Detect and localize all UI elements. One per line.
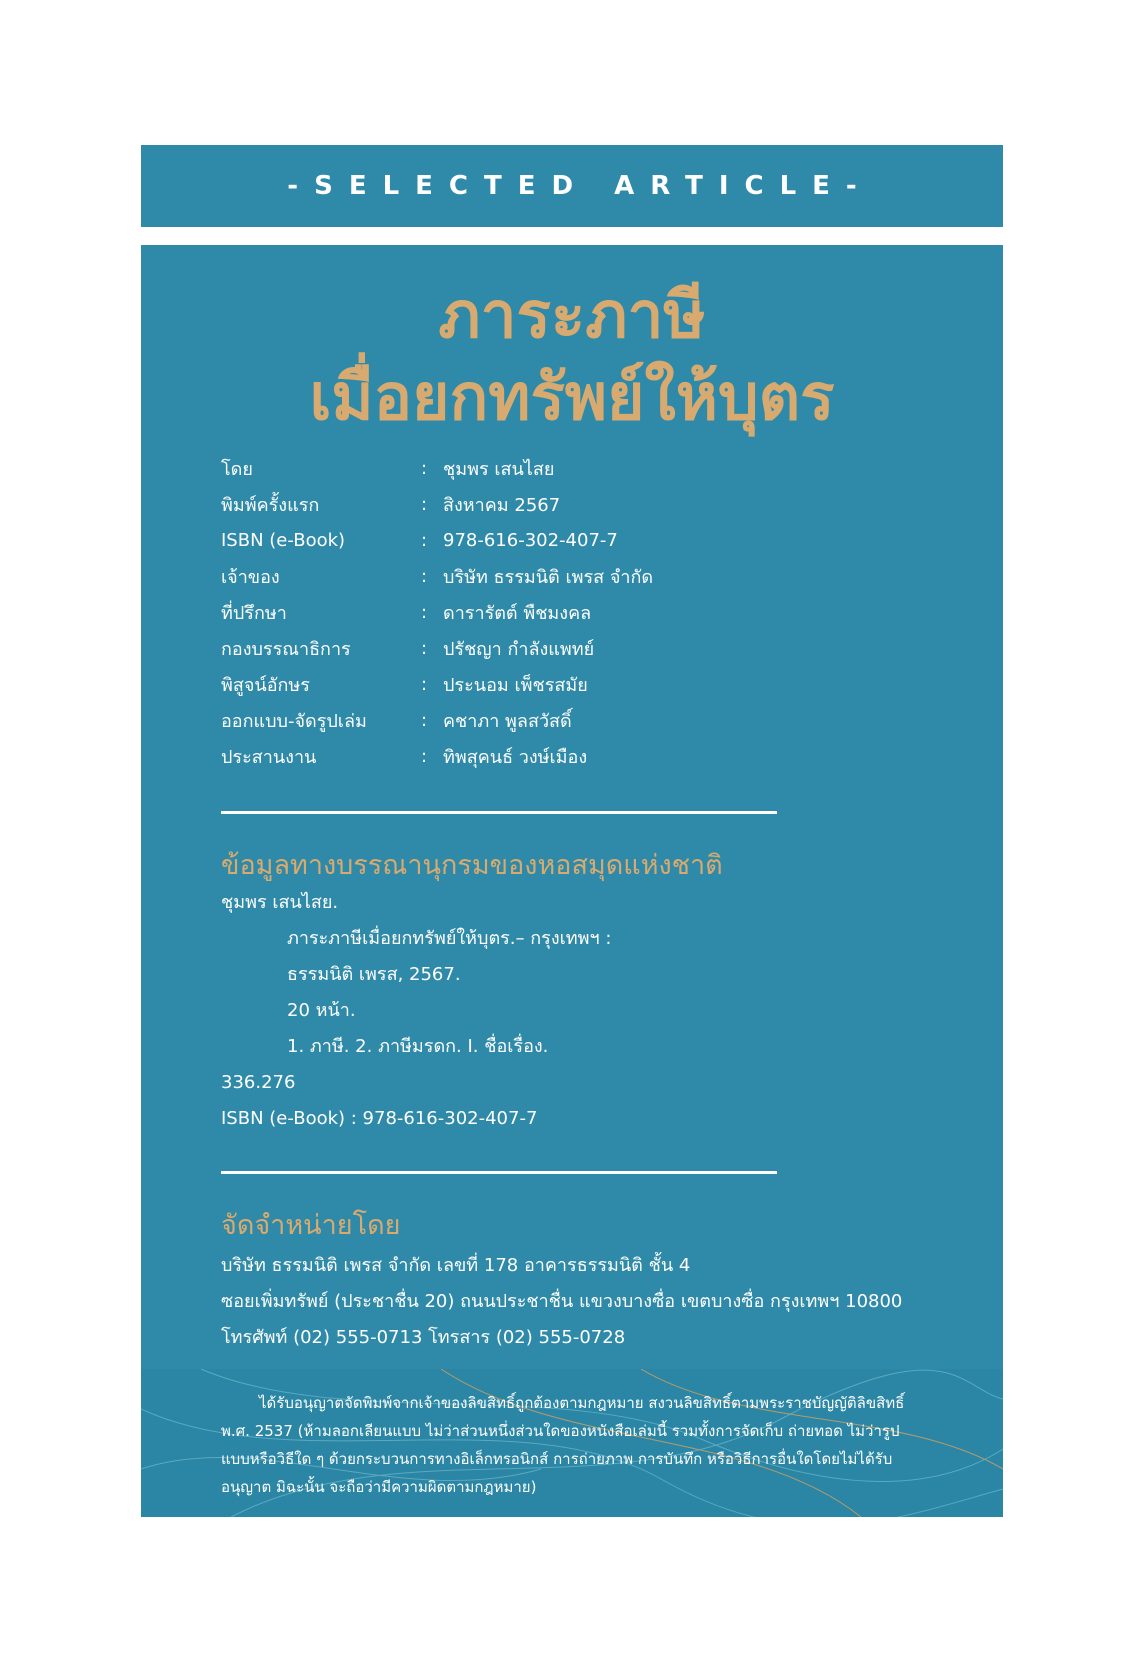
distribution-heading: จัดจำหน่ายโดย [221, 1210, 401, 1241]
divider [221, 1171, 777, 1174]
cataloging-entry-line: 1. ภาษี. 2. ภาษีมรดก. I. ชื่อเรื่อง. [287, 1036, 549, 1057]
credit-label: ISBN (e-Book) [221, 529, 346, 551]
credit-label: พิมพ์ครั้งแรก [221, 494, 320, 516]
credit-row [221, 558, 921, 594]
credit-label: โดย [221, 458, 253, 480]
credit-value: ทิพสุคนธ์ วงษ์เมือง [443, 746, 588, 768]
credit-colon: : [421, 673, 428, 695]
distribution-line: บริษัท ธรรมนิติ เพรส จำกัด เลขที่ 178 อาคารธรรมนิติ ชั้น 4 [221, 1255, 691, 1276]
cataloging-author: ชุมพร เสนไสย. [221, 892, 339, 913]
credit-row [221, 486, 921, 522]
header-band [141, 145, 1003, 227]
credit-row [221, 522, 921, 558]
credit-label: ออกแบบ-จัดรูปเล่ม [221, 710, 367, 732]
copyright-notice: ได้รับอนุญาตจัดพิมพ์จากเจ้าของลิขสิทธิ์ถูกต้องตามกฎหมาย สงวนลิขสิทธิ์ตามพระราชบัญญัติลิขสิทธิ์ พ.ศ. 2537 (ห้ามลอกเลียนแบบ ไม่ว่าส่วนหนึ่งส่วนใดของหนังสือเล่มนี้ รวมทั้งการจัดเก็บ ถ่ายทอด ไม่ว่ารูปแบบหรือวิธีใด ๆ ด้วยกระบวนการทางอิเล็กทรอนิกส์ การถ่ายภาพ การบันทึก หรือวิธีการอื่นใดโดยไม่ได้รับอนุญาต มิฉะนั้น จะถือว่ามีความผิดตามกฎหมาย) [221, 1394, 905, 1496]
credit-label: ที่ปรึกษา [221, 602, 287, 624]
main-panel [141, 245, 1003, 1517]
credit-value: ประนอม เพ็ชรสมัย [443, 674, 588, 696]
credit-label: เจ้าของ [221, 566, 280, 588]
credit-label: ประสานงาน [221, 746, 317, 768]
credit-row [221, 666, 921, 702]
book-title [141, 275, 1003, 439]
credit-row [221, 702, 921, 738]
credit-row [221, 594, 921, 630]
credit-colon: : [421, 745, 428, 767]
credit-value: คชาภา พูลสวัสดิ์ [443, 710, 572, 732]
cataloging-class-number: 336.276 [221, 1072, 296, 1093]
credit-row [221, 450, 921, 486]
cataloging-entry-line: 20 หน้า. [287, 1000, 356, 1021]
credits-list [221, 450, 921, 774]
title-line-1: ภาระภาษี [438, 279, 706, 353]
credit-label: พิสูจน์อักษร [221, 674, 310, 696]
credit-row [221, 738, 921, 774]
credit-value: สิงหาคม 2567 [443, 494, 561, 516]
credit-label: กองบรรณาธิการ [221, 638, 351, 660]
credit-colon: : [421, 637, 428, 659]
cataloging-block [221, 885, 961, 1137]
credit-value: ดารารัตต์ พืชมงคล [443, 602, 592, 624]
header-label: -SELECTED ARTICLE- [287, 171, 873, 201]
credit-colon: : [421, 457, 428, 479]
credit-colon: : [421, 709, 428, 731]
distribution-line: โทรศัพท์ (02) 555-0713 โทรสาร (02) 555-0728 [221, 1327, 626, 1348]
credit-value: 978-616-302-407-7 [443, 529, 618, 551]
cataloging-entry-line: ธรรมนิติ เพรส, 2567. [287, 964, 461, 985]
copyright-band [141, 1369, 1003, 1517]
title-line-2: เมื่อยกทรัพย์ให้บุตร [309, 361, 835, 435]
credit-value: ปรัชญา กำลังแพทย์ [443, 638, 595, 660]
credit-row [221, 630, 921, 666]
cataloging-heading: ข้อมูลทางบรรณานุกรมของหอสมุดแห่งชาติ [221, 850, 723, 881]
credit-colon: : [421, 601, 428, 623]
credit-value: บริษัท ธรรมนิติ เพรส จำกัด [443, 566, 654, 588]
divider [221, 811, 777, 814]
distribution-line: ซอยเพิ่มทรัพย์ (ประชาชื่น 20) ถนนประชาชื่น แขวงบางซื่อ เขตบางซื่อ กรุงเทพฯ 10800 [221, 1291, 903, 1312]
credit-colon: : [421, 565, 428, 587]
credit-colon: : [421, 493, 428, 515]
cataloging-isbn: ISBN (e-Book) : 978-616-302-407-7 [221, 1108, 538, 1129]
distribution-block [221, 1248, 981, 1356]
credit-colon: : [421, 529, 428, 551]
credit-value: ชุมพร เสนไสย [443, 458, 555, 480]
cataloging-entry-line: ภาระภาษีเมื่อยกทรัพย์ให้บุตร.– กรุงเทพฯ : [287, 928, 612, 949]
